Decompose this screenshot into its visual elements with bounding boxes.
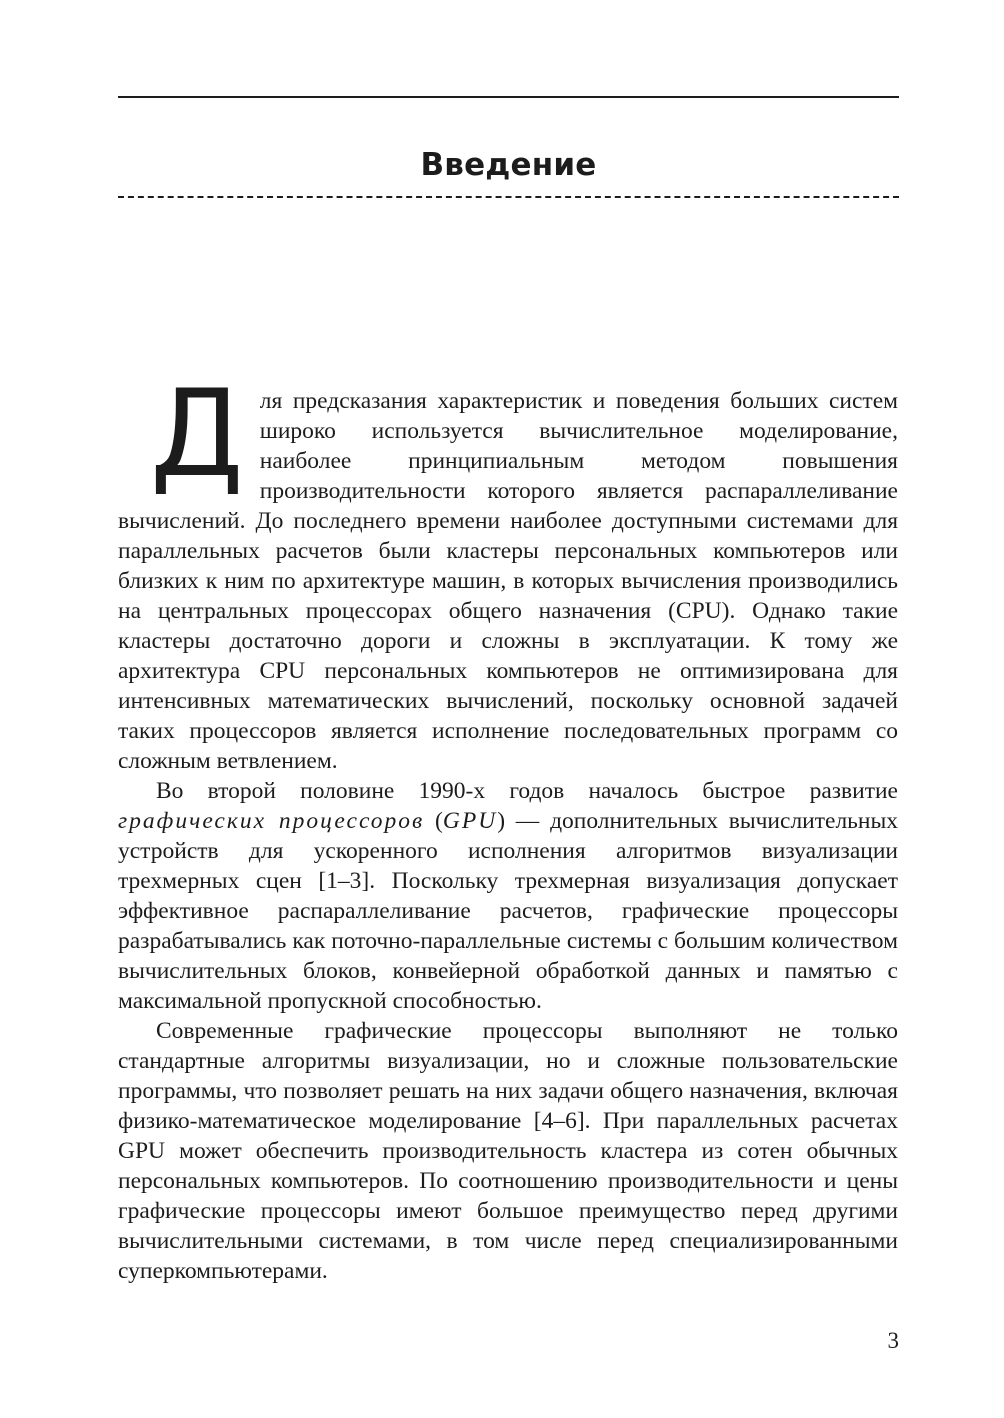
paragraph-2-text-middle: ( [424, 808, 443, 834]
paragraph-3 [118, 1016, 898, 1286]
paragraph-1 [118, 365, 898, 776]
page-number: 3 [887, 1328, 899, 1353]
paragraph-2-emphasis: графических процессоров [118, 808, 425, 834]
paragraph-2-text-after: ) — дополнительных вычислительных устройств для ускоренного исполнения алгоритмов визуализации трехмерных сцен [1–3]. Поскольку трехмерная визуализация допускает эффективное распараллеливание расчетов, графические процессоры разрабатывались как поточно-параллельные системы с большим количеством вычислительных блоков, конвейерной обработкой данных и памятью с максимальной пропускной способностью. [118, 808, 899, 1014]
paragraph-2-text-before: Во второй половине 1990-х годов началось быстрое развитие [156, 778, 898, 804]
top-rule [118, 96, 899, 98]
paragraph-2-emphasis-abbr: GPU [442, 808, 498, 834]
drop-cap: Д [150, 365, 244, 504]
paragraph-1-text: ля предсказания характеристик и поведения больших систем широко используется вычислительное моделирование, наиболее принципиальным методом повышения производительности которого является распараллеливание вычислений. До последнего времени наиболее доступными системами для параллельных расчетов были кластеры персональных компьютеров или близких к ним по архитектуре машин, в которых вычисления производились на центральных процессорах общего назначения (CPU). Однако такие кластеры достаточно дороги и сложны в эксплуатации. К тому же архитектура CPU персональных компьютеров не оптимизирована для интенсивных математических вычислений, поскольку основной задачей таких процессоров является исполнение последовательных программ со сложным ветвлением. [118, 388, 898, 774]
paragraph-2 [118, 776, 898, 1016]
body-text [118, 365, 899, 1286]
chapter-title: Введение [420, 147, 597, 183]
title-dashed-rule [118, 196, 899, 198]
paragraph-3-text: Современные графические процессоры выполняют не только стандартные алгоритмы визуализации, но и сложные пользовательские программы, что позволяет решать на них задачи общего назначения, включая физико-математическое моделирование [4–6]. При параллельных расчетах GPU может обеспечить производительность кластера из сотен обычных персональных компьютеров. По соотношению производительности и цены графические процессоры имеют большое преимущество перед другими вычислительными системами, в том числе перед специализированными суперкомпьютерами. [118, 1018, 898, 1284]
